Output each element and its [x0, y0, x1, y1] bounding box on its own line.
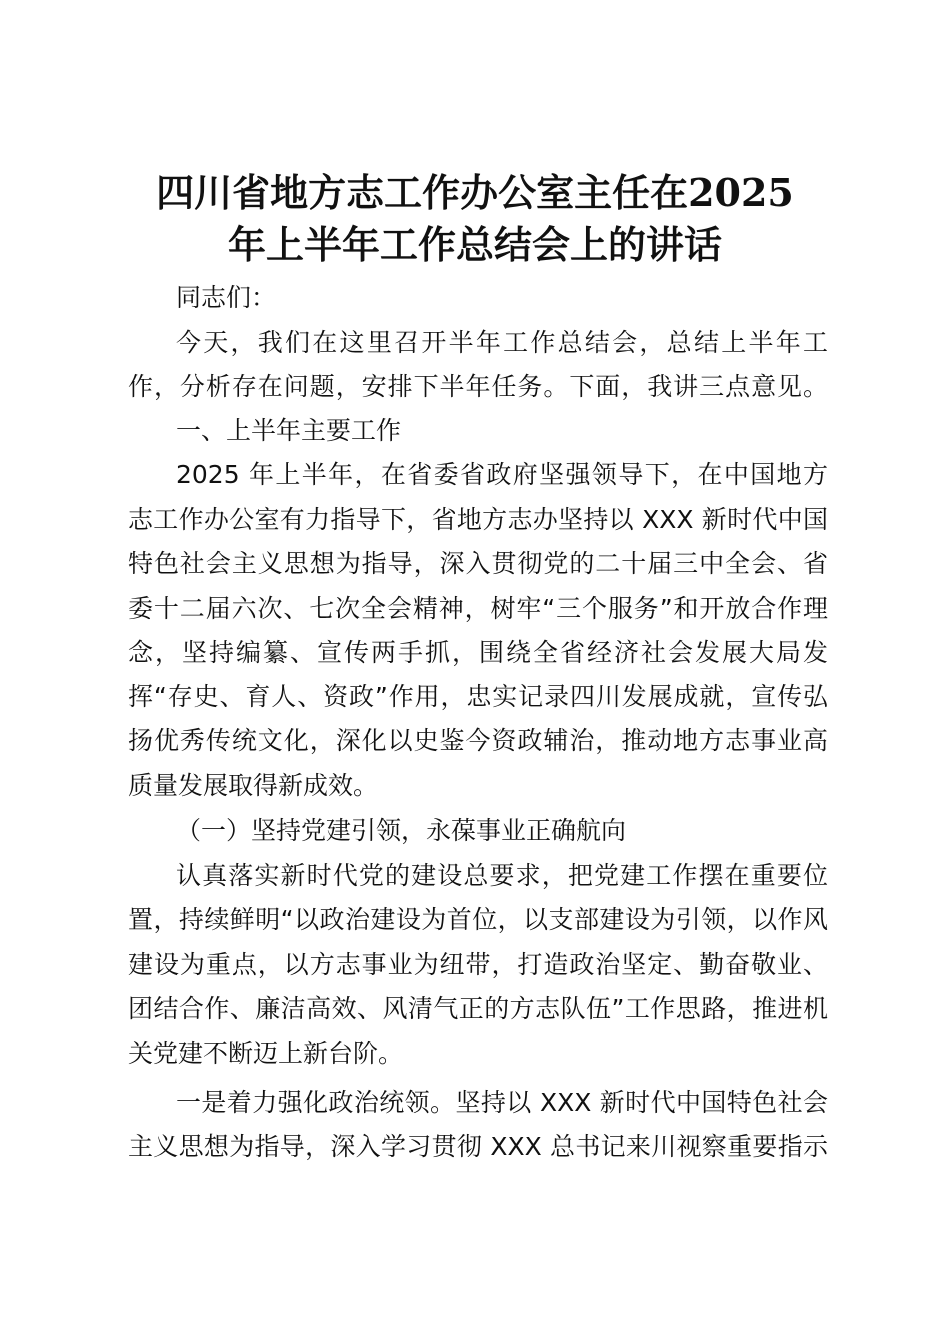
body-text-line: 扬优秀传统文化，深化以史鉴今资政辅治，推动地方志事业高: [128, 726, 828, 755]
body-text-line: 志工作办公室有力指导下，省地方志办坚持以 XXX 新时代中国: [128, 505, 828, 534]
body-text-line: 建设为重点，以方志事业为纽带，打造政治坚定、勤奋敬业、: [128, 950, 828, 979]
body-text-line: 关党建不断迈上新台阶。: [128, 1039, 404, 1068]
body-text-line: 今天，我们在这里召开半年工作总结会，总结上半年工: [176, 328, 828, 357]
body-text-line: 主义思想为指导，深入学习贯彻 XXX 总书记来川视察重要指示: [128, 1132, 828, 1161]
body-text-line: 同志们：: [176, 283, 277, 312]
body-text-line: 团结合作、廉洁高效、风清气正的方志队伍”工作思路，推进机: [128, 994, 828, 1023]
body-text-line: 念，坚持编纂、宣传两手抓，围绕全省经济社会发展大局发: [128, 638, 828, 667]
body-text-line: 作，分析存在问题，安排下半年任务。下面，我讲三点意见。: [128, 372, 828, 401]
body-text-line: 挥“存史、育人、资政”作用，忠实记录四川发展成就，宣传弘: [128, 682, 828, 711]
body-text-line: 委十二届六次、七次全会精神，树牢“三个服务”和开放合作理: [128, 594, 828, 623]
body-text-line: 特色社会主义思想为指导，深入贯彻党的二十届三中全会、省: [128, 549, 828, 578]
body-text-line: 质量发展取得新成效。: [128, 771, 379, 800]
document-title-line-1: 四川省地方志工作办公室主任在2025: [156, 170, 794, 215]
body-text-line: 一是着力强化政治统领。坚持以 XXX 新时代中国特色社会: [176, 1088, 828, 1117]
body-text-line: （一）坚持党建引领，永葆事业正确航向: [176, 816, 627, 845]
body-text-line: 认真落实新时代党的建设总要求，把党建工作摆在重要位: [176, 861, 828, 890]
body-text-line: 一、上半年主要工作: [176, 416, 402, 445]
document-title-line-2: 年上半年工作总结会上的讲话: [227, 222, 722, 267]
body-text-line: 2025 年上半年，在省委省政府坚强领导下，在中国地方: [176, 460, 828, 489]
body-text-line: 置，持续鲜明“以政治建设为首位，以支部建设为引领，以作风: [128, 905, 828, 934]
